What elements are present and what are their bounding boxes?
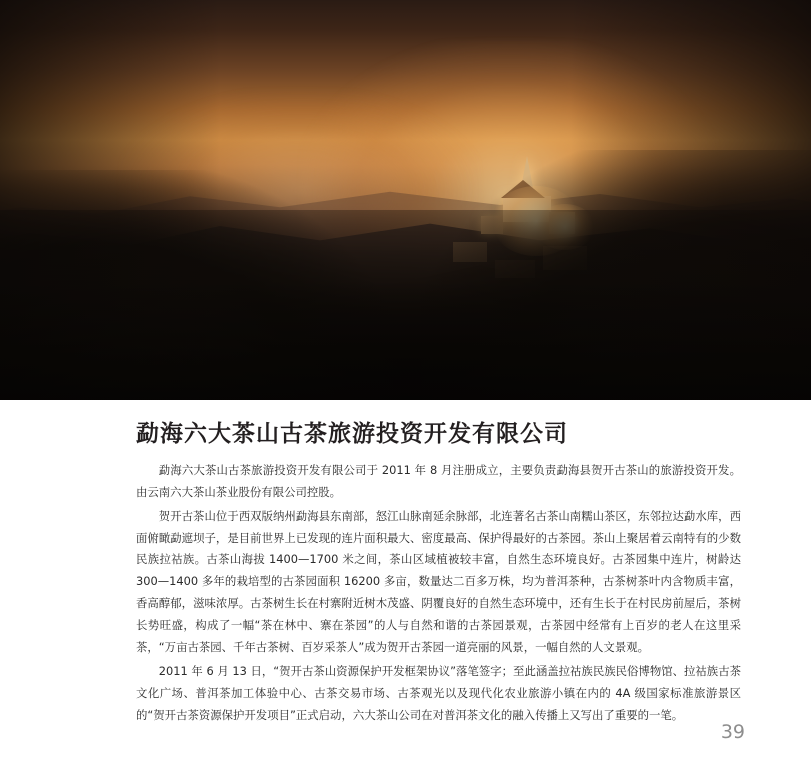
paragraph-1: 勐海六大茶山古茶旅游投资开发有限公司于 2011 年 8 月注册成立，主要负责勐海县贺开古茶山的旅游投资开发。由云南六大茶山茶业股份有限公司控股。 <box>136 462 741 499</box>
vignette-bottom <box>0 280 811 400</box>
paragraph-2: 贺开古茶山位于西双版纳州勐海县东南部，怒江山脉南延余脉部，北连著名古茶山南糯山茶区，东邻拉达勐水库，西面俯瞰勐遮坝子，是目前世界上已发现的连片面积最大、密度最高、保护得最好的古茶园。茶山上聚居着云南特有的少数民族拉祜族。古茶山海拔 1400—1700 米之间，茶山区域植被较丰富，自然生态环境良好。古茶园集中连片，树龄达 300—1400 多年的栽培型的古茶园面积 16200 多亩，数量达二百多万株，均为普洱茶种，古茶树茶叶内含物质丰富，香高醇郁，滋味浓厚。古茶树生长在村寨附近树木茂盛、阴覆良好的自然生态环境中，还有生长于在村民房前屋后，茶树长势旺盛，构成了一幅“茶在林中、寨在茶园”的人与自然和谐的古茶园景观，古茶园中经常有上百岁的老人在这里采茶，“万亩古茶园、千年古茶树、百岁采茶人”成为贺开古茶园一道亮丽的风景，一幅自然的人文景观。 <box>136 508 741 655</box>
paragraph-3: 2011 年 6 月 13 日，“贺开古茶山资源保护开发框架协议”落笔签字；至此涵盖拉祜族民族民俗博物馆、拉祜族古茶文化广场、普洱茶加工体验中心、古茶交易市场、古茶观光以及现代化农业旅游小镇在内的 4A 级国家标准旅游景区的“贺开古茶资源保护开发项目”正式启动，六大茶山公司在对普洱茶文化的融入传播上又写出了重要的一笔。 <box>136 663 741 722</box>
article-body <box>0 450 811 727</box>
page-title: 勐海六大茶山古茶旅游投资开发有限公司 <box>136 421 568 447</box>
article-section <box>0 400 811 767</box>
page-number: 39 <box>720 721 745 743</box>
